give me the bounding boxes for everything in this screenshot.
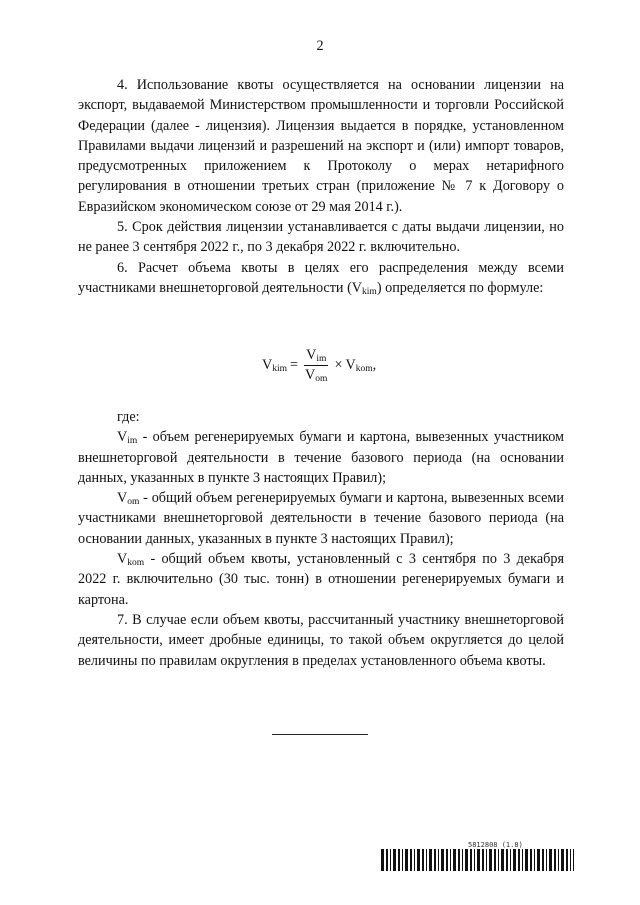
formula-fraction <box>303 347 329 384</box>
paragraph-6-subscript: kim <box>362 286 377 297</box>
definition-vkom: $V_{kom}$ - общий объем квоты, установленный с 3 сентября по 3 декабря 2022 г. включительно (30 тыс. тонн) в отношении регенерируемых бумаги и картона. <box>78 551 564 608</box>
paragraph-6 <box>78 258 564 299</box>
definition-vim: $V_{im}$ - объем регенерируемых бумаги и картона, вывезенных участником внешнеторговой деятельности в течение базового периода (на основании данных, указанных в пункте 3 настоящих Правил); <box>78 429 564 486</box>
formula-equals: = <box>290 357 299 373</box>
end-separator-line <box>272 734 368 735</box>
formula-numerator: $V_{im}$ <box>306 347 327 364</box>
formula-denominator: $V_{om}$ <box>305 367 328 384</box>
formula-lhs: $V_{kim}$ <box>262 357 288 374</box>
definition-vom: $V_{om}$ - общий объем регенерируемых бумаги и картона, вывезенных всеми участниками внешнеторговой деятельности в течение базового периода (на основании данных, указанных в пункте 3 настоящих Правил); <box>78 490 564 547</box>
document-body <box>78 75 564 298</box>
definitions-block <box>78 407 564 671</box>
barcode-icon <box>381 849 574 871</box>
paragraph-5: 5. Срок действия лицензии устанавливается с даты выдачи лицензии, но не ранее 3 сентября 2022 г., по 3 декабря 2022 г. включительно. <box>78 219 564 256</box>
paragraph-4: 4. Использование квоты осуществляется на основании лицензии на экспорт, выдаваемой Министерством промышленности и торговли Российской Федерации (далее - лицензия). Лицензия выдается в порядке, установленном Правилами выдачи лицензий и разрешений на экспорт и (или) импорт товаров, предусмотренных приложением к Протоколу о мерах нетарифного регулирования в отношении третьих стран (приложение № 7 к Договору о Евразийском экономическом союзе от 29 мая 2014 г.). <box>78 77 564 215</box>
paragraph-6-start: 6. Расчет объема квоты в целях его распределения между всеми участниками внешнеторговой деятельности (V <box>78 259 564 296</box>
where-label: где: <box>117 409 140 425</box>
page-number: 2 <box>316 38 324 54</box>
quota-formula <box>262 347 376 384</box>
formula-times: × <box>334 357 343 373</box>
paragraph-6-end: ) определяется по формуле: <box>376 279 544 296</box>
paragraph-7: 7. В случае если объем квоты, рассчитанный участнику внешнеторговой деятельности, имеет дробные единицы, то такой объем округляется до целой величины по правилам округления в пределах установленного объема квоты. <box>78 611 564 669</box>
barcode-caption: 5812808 (1.8) <box>468 841 523 849</box>
formula-rhs: $V_{kom}$, <box>345 357 377 374</box>
